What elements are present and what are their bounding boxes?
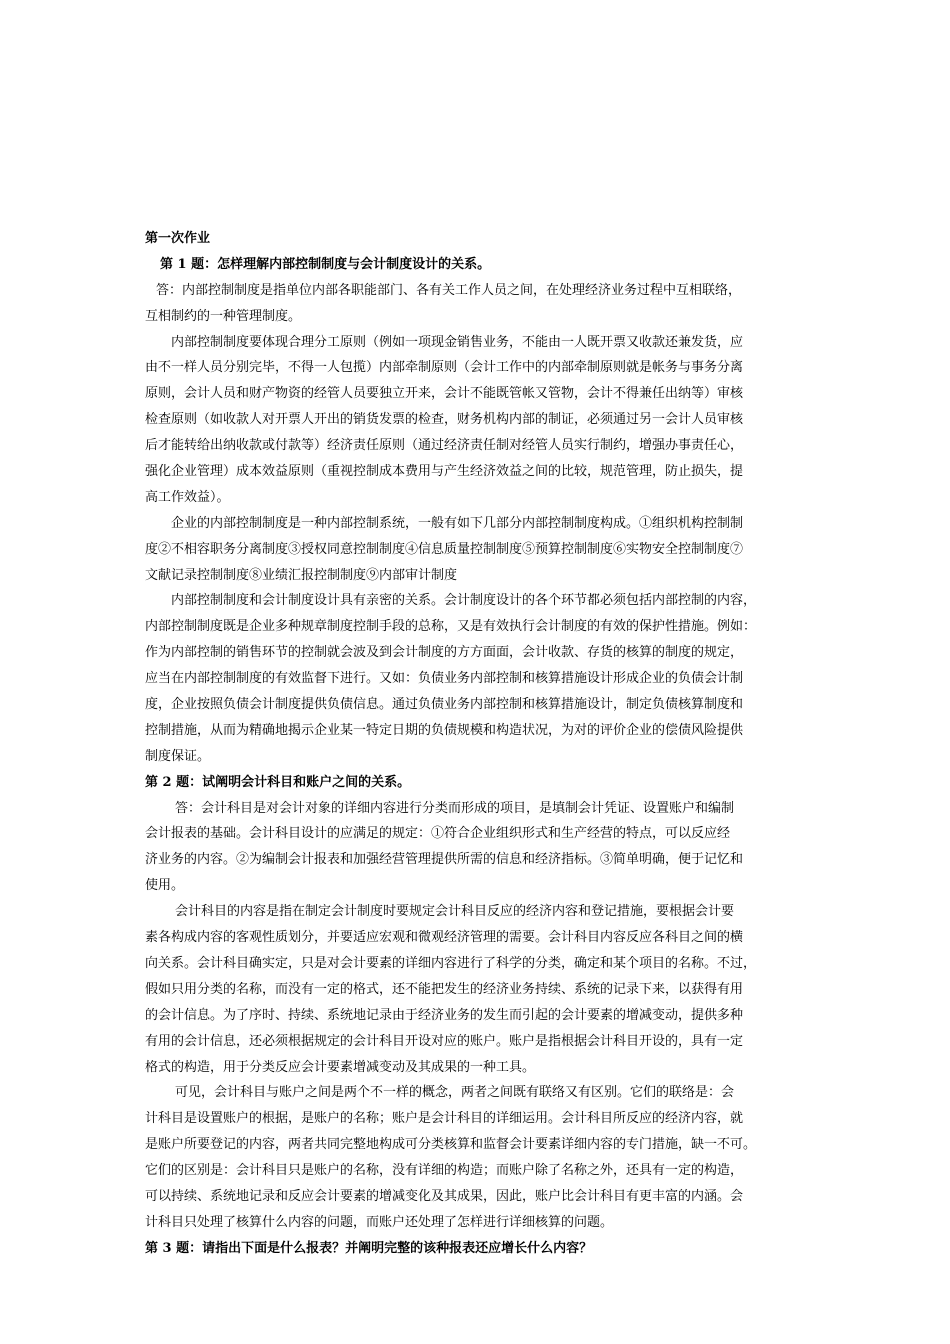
q1-answer-line-2: 互相制约的一种管理制度。: [145, 308, 302, 324]
q2-answer-line-1: 答：会计科目是对会计对象的详细内容进行分类而形成的项目，是填制会计凭证、设置账户和编制: [175, 800, 735, 816]
question-1-heading: 第 1 题：怎样理解内部控制制度与会计制度设计的关系。: [160, 256, 491, 272]
q1-system-line-3: 文献记录控制制度⑧业绩汇报控制制度⑨内部审计制度: [145, 567, 458, 583]
q2-summary-line-6: 计科目只处理了核算什么内容的问题，而账户还处理了怎样进行详细核算的问题。: [145, 1214, 614, 1230]
q1-principles-line-2: 由不一样人员分别完毕，不得一人包揽）内部牵制原则（会计工作中的内部牵制原则就是帐务与事务分离: [145, 360, 744, 376]
q1-relation-line-7: 制度保证。: [145, 748, 211, 764]
question-2-heading: 第 2 题：试阐明会计科目和账户之间的关系。: [145, 774, 411, 790]
q2-content-line-5: 的会计信息。为了序时、持续、系统地记录由于经济业务的发生而引起的会计要素的增减变动，提供多种: [145, 1007, 744, 1023]
q1-relation-line-3: 作为内部控制的销售环节的控制就会波及到会计制度的方方面面，会计收款、存货的核算的制度的规定，: [145, 645, 744, 661]
q1-principles-line-6: 强化企业管理）成本效益原则（重视控制成本费用与产生经济效益之间的比较，规范管理，防止损失，提: [145, 464, 744, 480]
q2-answer-line-2: 会计报表的基础。会计科目设计的应满足的规定：①符合企业组织形式和生产经营的特点，可以反应经: [145, 826, 731, 842]
q1-answer-line-1: 答：内部控制制度是指单位内部各职能部门、各有关工作人员之间，在处理经济业务过程中互相联络，: [156, 282, 742, 298]
q2-content-line-3: 向关系。会计科目确实定，只是对会计要素的详细内容进行了科学的分类，确定和某个项目的名称。不过，: [145, 955, 757, 971]
q2-summary-line-3: 是账户所要登记的内容，两者共同完整地构成可分类核算和监督会计要素详细内容的专门措施，缺一不可。: [145, 1137, 757, 1153]
q1-relation-line-1: 内部控制制度和会计制度设计具有亲密的关系。会计制度设计的各个环节都必须包括内部控制的内容，: [171, 593, 757, 609]
q1-principles-line-1: 内部控制制度要体现合理分工原则（例如一项现金销售业务，不能由一人既开票又收款还兼发货，应: [171, 334, 744, 350]
q1-relation-line-6: 控制措施，从而为精确地揭示企业某一特定日期的负债规模和构造状况，为对的评价企业的偿债风险提供: [145, 722, 744, 738]
q1-principles-line-7: 高工作效益）。: [145, 489, 230, 505]
q2-content-line-1: 会计科目的内容是指在制定会计制度时要规定会计科目反应的经济内容和登记措施，要根据会计要: [175, 904, 735, 920]
q1-principles-line-3: 原则，会计人员和财产物资的经管人员要独立开来，会计不能既管帐又管物，会计不得兼任出纳等）审核: [145, 386, 744, 402]
q1-relation-line-5: 度，企业按照负债会计制度提供负债信息。通过负债业务内部控制和核算措施设计，制定负债核算制度和: [145, 697, 744, 713]
q1-system-line-2: 度②不相容职务分离制度③授权同意控制制度④信息质量控制制度⑤预算控制制度⑥实物安全控制制度⑦: [145, 541, 744, 557]
q1-system-line-1: 企业的内部控制制度是一种内部控制系统，一般有如下几部分内部控制制度构成。①组织机构控制制: [171, 515, 744, 531]
q1-principles-line-4: 检查原则（如收款人对开票人开出的销货发票的检查，财务机构内部的制证，必须通过另一会计人员审核: [145, 412, 744, 428]
q2-content-line-7: 格式的构造，用于分类反应会计要素增减变动及其成果的一种工具。: [145, 1059, 536, 1075]
q2-summary-line-4: 它们的区别是：会计科目只是账户的名称，没有详细的构造；而账户除了名称之外，还具有一定的构造，: [145, 1163, 744, 1179]
q2-content-line-2: 素各构成内容的客观性质划分，并要适应宏观和微观经济管理的需要。会计科目内容反应各科目之间的横: [145, 930, 744, 946]
document-body: [145, 226, 815, 1262]
q1-principles-line-5: 后才能转给出纳收款或付款等）经济责任原则（通过经济责任制对经管人员实行制约，增强办事责任心，: [145, 438, 744, 454]
q1-relation-line-4: 应当在内部控制制度的有效监督下进行。又如：负债业务内部控制和核算措施设计形成企业的负债会计制: [145, 671, 744, 687]
question-3-heading: 第 3 题：请指出下面是什么报表？并阐明完整的该种报表还应增长什么内容？: [145, 1240, 593, 1256]
q2-answer-line-4: 使用。: [145, 878, 185, 894]
q2-summary-line-5: 可以持续、系统地记录和反应会计要素的增减变化及其成果，因此，账户比会计科目有更丰富的内涵。会: [145, 1188, 744, 1204]
q2-summary-line-2: 计科目是设置账户的根据，是账户的名称；账户是会计科目的详细运用。会计科目所反应的经济内容，就: [145, 1111, 744, 1127]
q2-summary-line-1: 可见，会计科目与账户之间是两个不一样的概念，两者之间既有联络又有区别。它们的联络是：会: [175, 1085, 735, 1101]
q2-content-line-6: 有用的会计信息，还必须根据规定的会计科目开设对应的账户。账户是指根据会计科目开设的，具有一定: [145, 1033, 744, 1049]
q1-relation-line-2: 内部控制制度既是企业多种规章制度控制手段的总称，又是有效执行会计制度的有效的保护性措施。例如：: [145, 619, 757, 635]
q2-content-line-4: 假如只用分类的名称，而没有一定的格式，还不能把发生的经济业务持续、系统的记录下来，以获得有用: [145, 981, 744, 997]
document-title: 第一次作业: [145, 231, 211, 246]
q2-answer-line-3: 济业务的内容。②为编制会计报表和加强经营管理提供所需的信息和经济指标。③简单明确，便于记忆和: [145, 852, 744, 868]
